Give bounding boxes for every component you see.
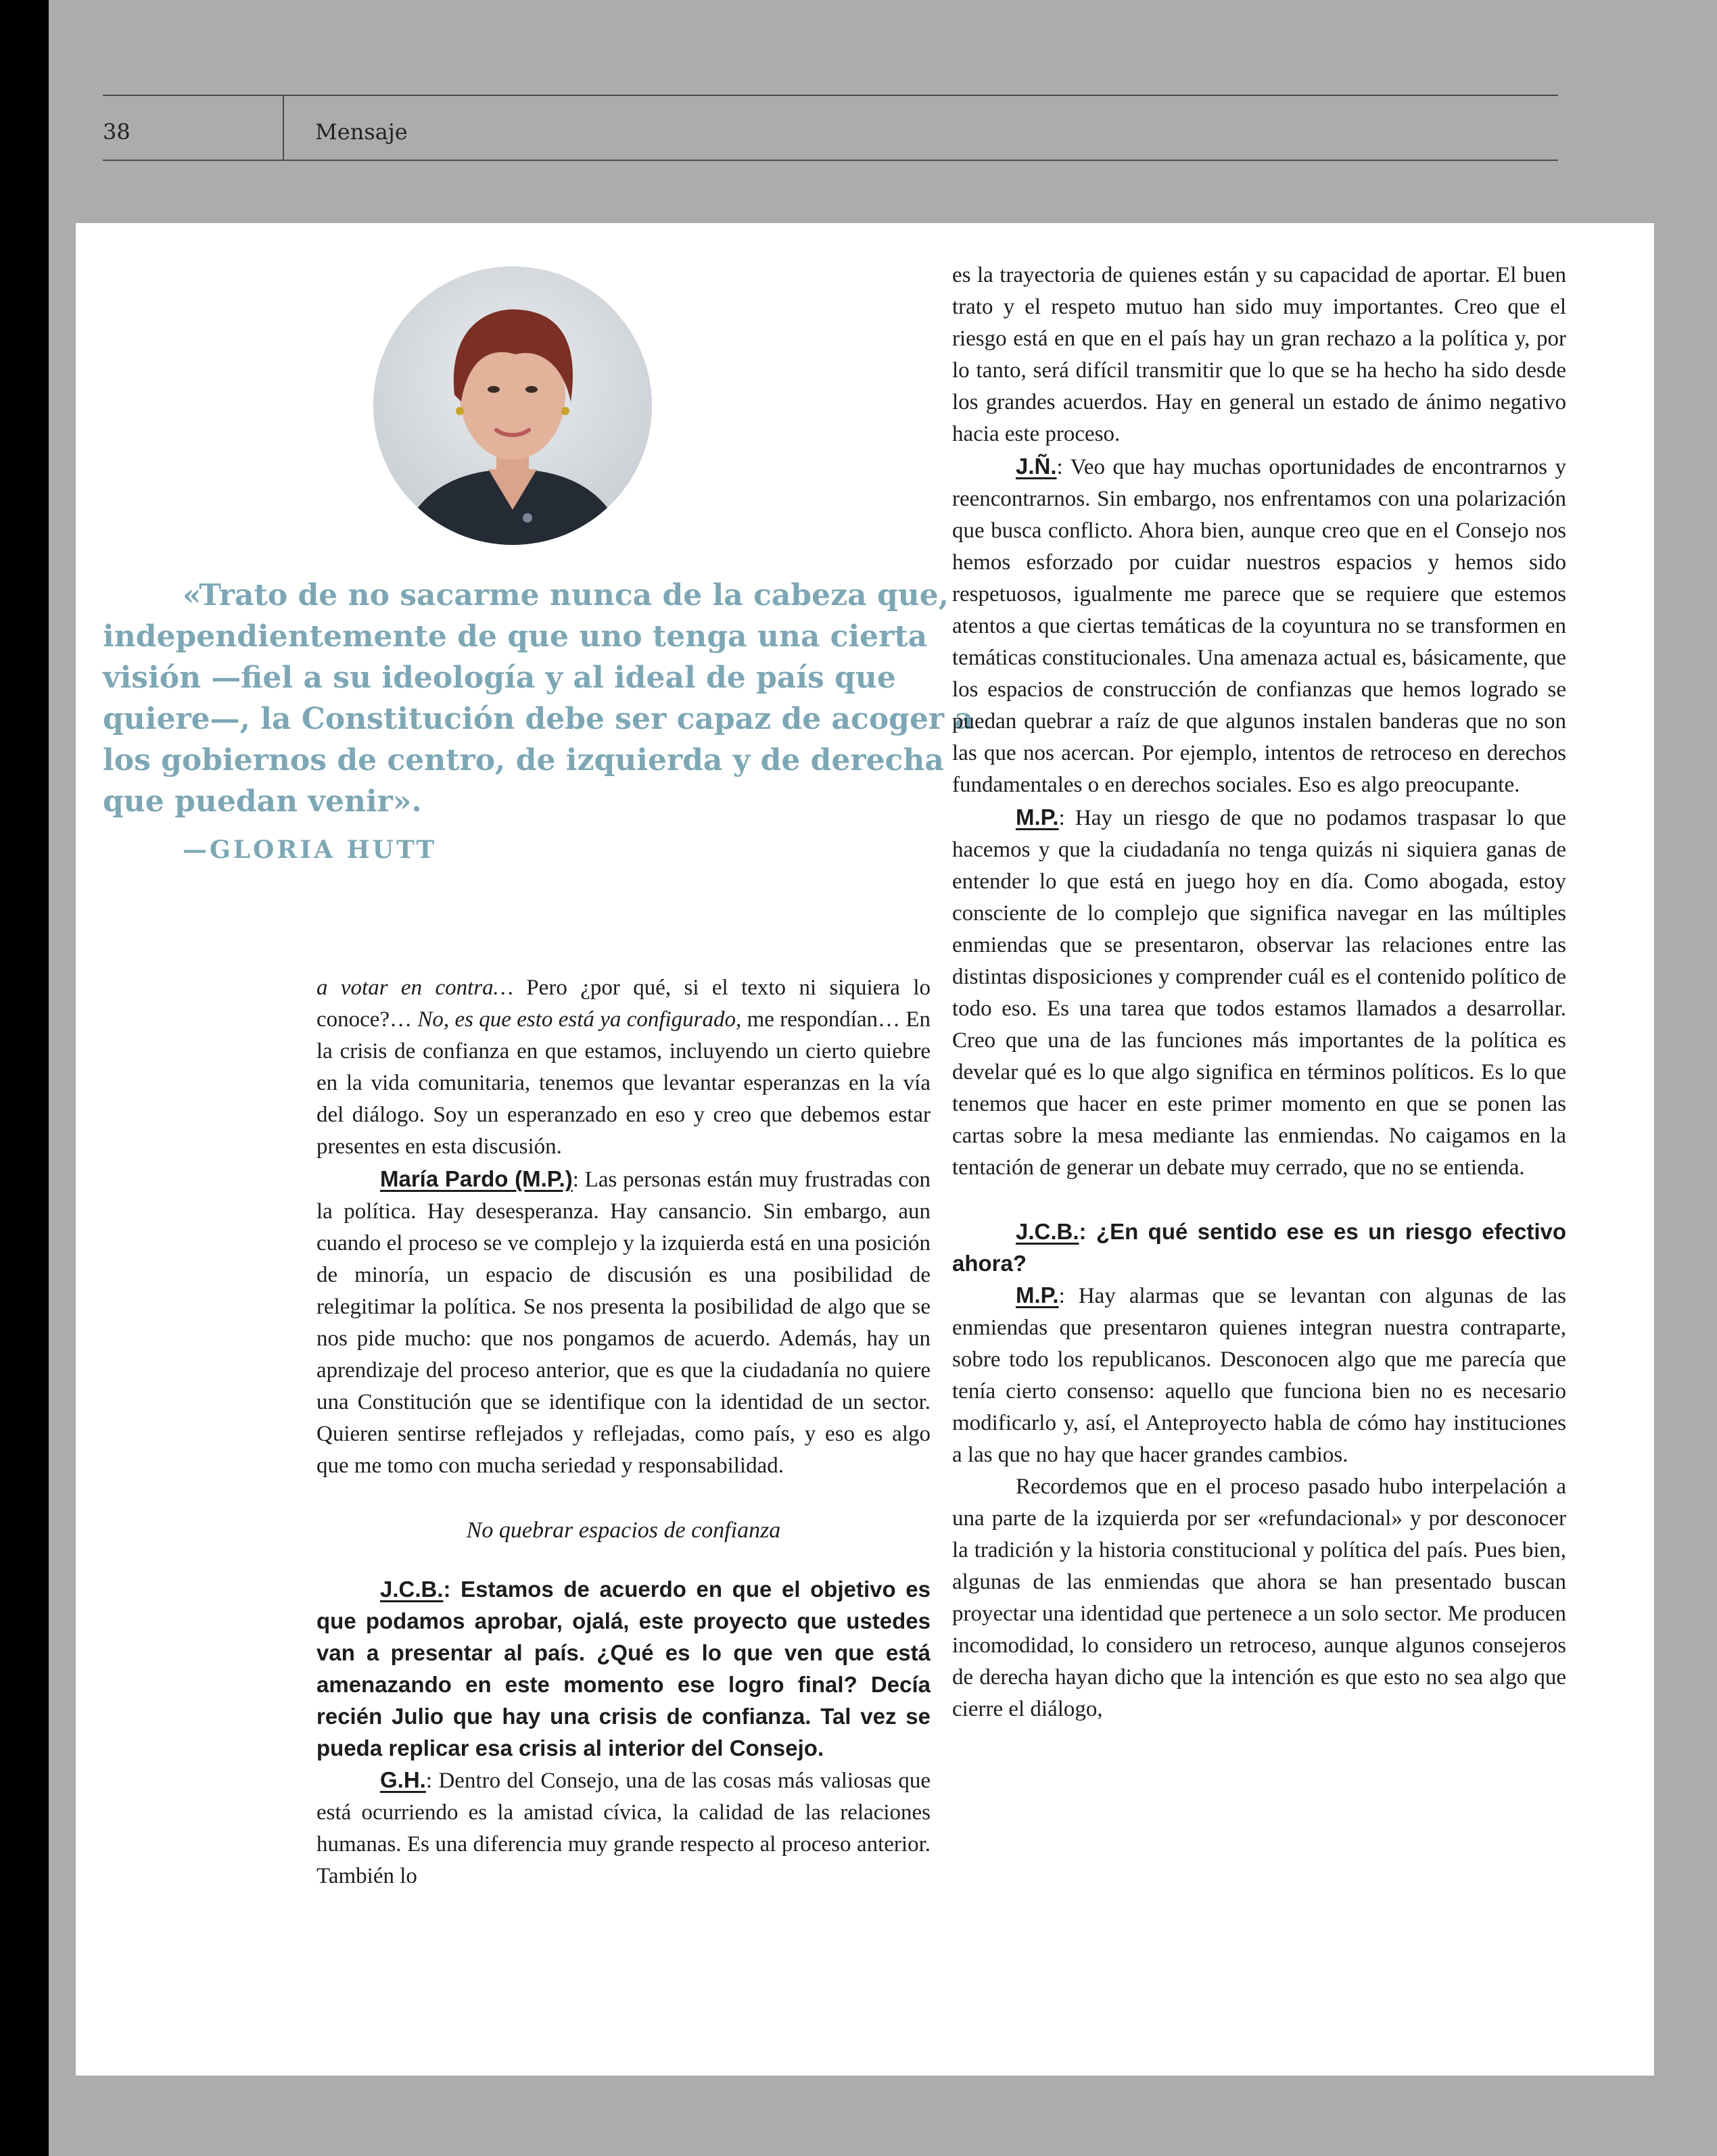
portrait-photo [373, 266, 652, 545]
speaker-label: M.P. [1016, 1283, 1059, 1308]
paragraph-text: : Veo que hay muchas oportunidades de encontrarnos y reencontrarnos. Sin embargo, nos enfrentamos con una polarización que busca conflicto. Ahora bien, aunque creo que en el Consejo nos hemos esforzado por cuidar nuestros espacios y hemos sido respetuosos, igualmente me parece que se requiere que estemos atentos a que ciertas temáticas de la coyuntura no se transformen en temáticas constitucionales. Una amenaza actual es, básicamente, que los espacios de construcción de confianzas que hemos logrado se puedan quebrar a raíz de que algunos instalen banderas que no son las que nos acercan. Por ejemplo, intentos de retroceso en derechos fundamentales o en derechos sociales. Eso es algo preocupante. [952, 455, 1566, 797]
paragraph-text: : Hay alarmas que se levantan con algunas de las enmiendas que presentaron quienes integran nuestra contraparte, sobre todo los republicanos. Desconocen algo que me parecía que tenía cierto consenso: aquello que funciona bien no es necesario modificarlo y, así, el Anteproyecto habla de cómo hay instituciones a las que no hay que hacer grandes cambios. [952, 1284, 1566, 1467]
italic-text: a votar en contra… [316, 976, 513, 1000]
left-column [316, 972, 931, 1892]
paragraph-text: : Las personas están muy frustradas con la política. Hay desesperanza. Hay cansancio. Sin embargo, aun cuando el proceso se ve complejo y la izquierda está en una posición de minoría, un espacio de discusión es una posibilidad de relegitimar la política. Se nos presenta la posibilidad de algo que se nos pide mucho: que nos pongamos de acuerdo. Además, hay un aprendizaje del proceso anterior, que es que la ciudadanía no quiere una Constitución que se identifique con la identidad de un sector. Quieren sentirse reflejados y reflejadas, como país, y eso es algo que me tomo con mucha seriedad y responsabilidad. [316, 1168, 931, 1478]
paragraph [952, 450, 1566, 801]
magazine-page [76, 223, 1654, 2076]
paragraph-text: : Hay un riesgo de que no podamos traspasar lo que hacemos y que la ciudadanía no tenga quizás ni siquiera ganas de entender lo que está en juego hoy en día. Como abogada, estoy consciente de lo complejo que significa navegar en las múltiples enmiendas que se presentaron, observar las relaciones entre las distintas disposiciones y comprender cuál es el contenido político de todo eso. Es una tarea que todos estamos llamados a desarrollar. Creo que una de las funciones más importantes de la política es develar qué es lo que algo significa en términos políticos. Es lo que tenemos que hacer en este primer momento en que se ponen las cartas sobre la mesa mediante las enmiendas. No caigamos en la tentación de generar un debate muy cerrado, que no se entienda. [952, 806, 1566, 1180]
pull-quote: «Trato de no sacarme nunca de la cabeza que, independientemente de que uno tenga una cierta visión —fiel a su ideología y al ideal de país que quiere—, la Constitución debe ser capaz de acoger a los gobiernos de centro, de izquierda y de derecha que puedan venir». [103, 578, 974, 819]
paragraph [316, 1764, 931, 1892]
left-black-bar [0, 0, 49, 2156]
header-top-rule [103, 95, 1558, 96]
header-separator [283, 95, 284, 161]
speaker-label: J.Ñ. [1016, 454, 1057, 479]
question-paragraph [952, 1216, 1566, 1279]
paragraph-text: me respondían… En la crisis de confianza en que estamos, incluyendo un cierto quiebre en la vida comunitaria, tenemos que levantar esperanzas en la vía del diálogo. Soy un esperanzado en eso y creo que debemos estar presentes en esta discusión. [316, 1007, 931, 1159]
right-column [952, 260, 1566, 1725]
paragraph [316, 972, 931, 1163]
section-title: Mensaje [315, 119, 408, 145]
paragraph [952, 1279, 1566, 1471]
paragraph-text: : Dentro del Consejo, una de las cosas más valiosas que está ocurriendo es la amistad cívica, la calidad de las relaciones humanas. Es una diferencia muy grande respecto al proceso anterior. También lo [316, 1769, 931, 1888]
paragraph: es la trayectoria de quienes están y su capacidad de aportar. El buen trato y el respeto mutuo han sido muy importantes. Creo que el riesgo está en que en el país hay un gran rechazo a la política y, por lo tanto, será difícil transmitir que lo que se ha hecho ha sido desde los grandes acuerdos. Hay en general un estado de ánimo negativo hacia este proceso. [952, 263, 1566, 446]
portrait-illustration [373, 266, 652, 545]
question-text: : Estamos de acuerdo en que el objetivo es que podamos aprobar, ojalá, este proyecto que ustedes van a presentar al país. ¿Qué es lo que ven que está amenazando en este momento ese logro final? Decía recién Julio que hay una crisis de confianza. Tal vez se pueda replicar esa crisis al interior del Consejo. [316, 1577, 931, 1760]
question-text: : ¿En qué sentido ese es un riesgo efectivo ahora? [952, 1219, 1566, 1276]
speaker-label: J.C.B. [1016, 1219, 1079, 1244]
question-paragraph [316, 1573, 931, 1764]
paragraph [952, 801, 1566, 1184]
header-bottom-rule [103, 160, 1558, 161]
quote-attribution: —GLORIA HUTT [183, 836, 438, 864]
paragraph: Recordemos que en el proceso pasado hubo interpelación a una parte de la izquierda por ser «refundacional» y por desconocer la tradición y la historia constitucional y política del país. Pues bien, algunas de las enmiendas que ahora se han presentado buscan proyectar una identidad que pertenece a un solo sector. Me producen incomodidad, lo considero un retroceso, aunque algunos consejeros de derecha hayan dicho que la intención es que esto no sea algo que cierre el diálogo, [952, 1475, 1566, 1721]
speaker-label: J.C.B. [380, 1577, 444, 1602]
paragraph [316, 1163, 931, 1482]
subheading: No quebrar espacios de confianza [466, 1518, 781, 1543]
speaker-label: M.P. [1016, 805, 1059, 830]
paragraph-text: Pero ¿por qué, si el texto ni siquiera lo conoce?… [316, 976, 931, 1032]
italic-text: No, es que esto está ya configurado, [417, 1007, 742, 1032]
spacer [952, 1184, 1566, 1216]
speaker-label: María Pardo (M.P.) [380, 1166, 573, 1191]
page-number: 38 [103, 119, 131, 145]
speaker-label: G.H. [380, 1767, 426, 1792]
